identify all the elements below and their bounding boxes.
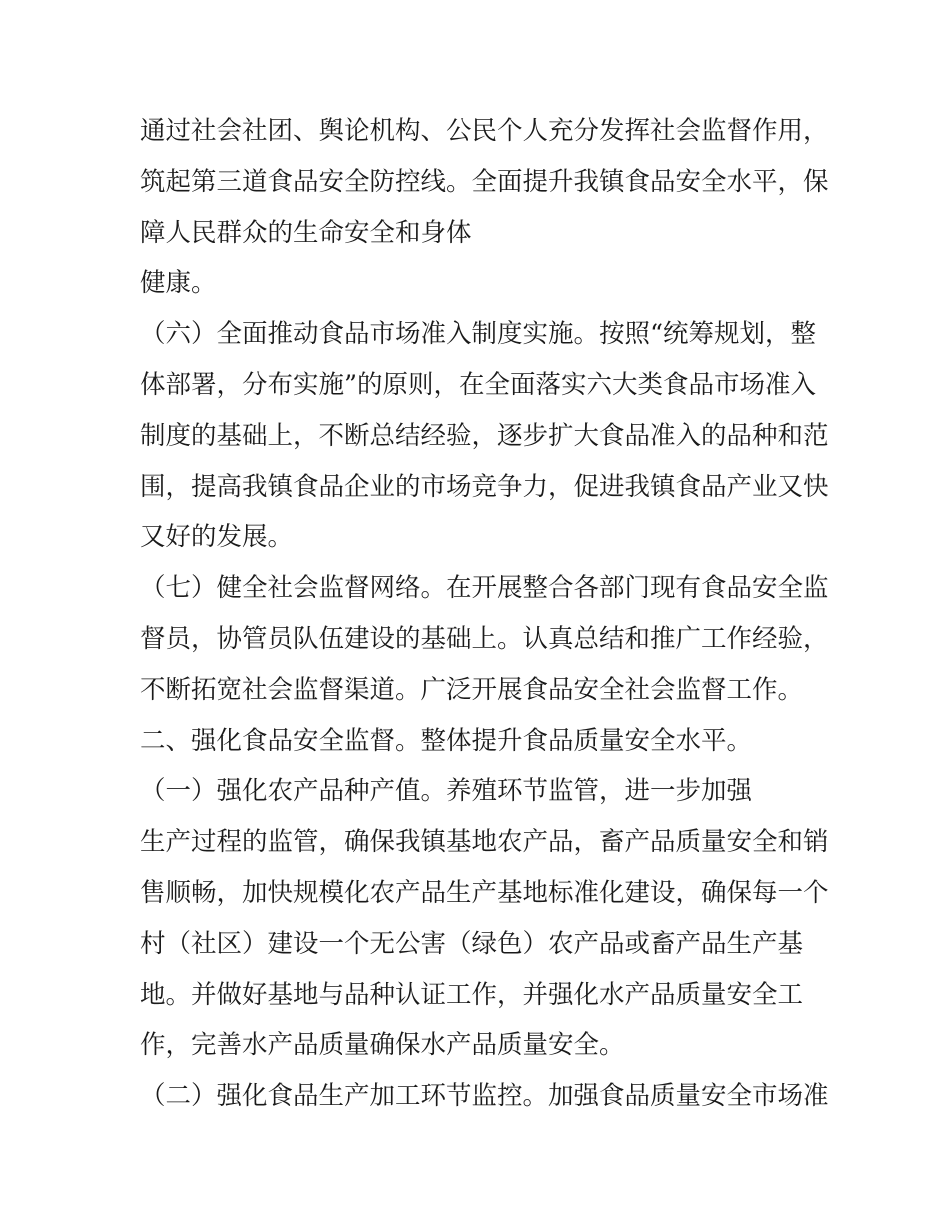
text-line: （二）强化食品生产加工环节监控。加强食品质量安全市场准	[140, 1081, 829, 1112]
text-line: 健康。	[140, 268, 217, 299]
text-line: （七）健全社会监督网络。在开展整合各部门现有食品安全监	[140, 573, 829, 604]
text-line: （一）强化农产品种产值。养殖环节监管，进一步加强	[140, 776, 753, 807]
text-line: 障人民群众的生命安全和身体	[140, 217, 472, 248]
document-body	[140, 106, 829, 1122]
text-line: 又好的发展。	[140, 522, 294, 553]
text-line: 二、强化食品安全监督。整体提升食品质量安全水平。	[140, 725, 753, 756]
text-line: 围，提高我镇食品企业的市场竞争力，促进我镇食品产业又快	[140, 471, 829, 502]
text-line: 售顺畅，加快规模化农产品生产基地标准化建设，确保每一个	[140, 877, 829, 908]
text-line: 体部署，分布实施”的原则，在全面落实六大类食品市场准入	[140, 369, 817, 400]
text-line: 督员，协管员队伍建设的基础上。认真总结和推广工作经验，	[140, 623, 829, 654]
text-line: 作，完善水产品质量确保水产品质量安全。	[140, 1030, 625, 1061]
text-line: 村（社区）建设一个无公害（绿色）农产品或畜产品生产基	[140, 928, 804, 959]
text-line: 不断拓宽社会监督渠道。广泛开展食品安全社会监督工作。	[140, 674, 804, 705]
text-line: 生产过程的监管，确保我镇基地农产品，畜产品质量安全和销	[140, 827, 829, 858]
text-line: 地。并做好基地与品种认证工作，并强化水产品质量安全工	[140, 979, 804, 1010]
text-line: （六）全面推动食品市场准入制度实施。按照“统筹规划，整	[140, 319, 817, 350]
text-line: 筑起第三道食品安全防控线。全面提升我镇食品安全水平，保	[140, 166, 829, 197]
text-line: 通过社会社团、舆论机构、公民个人充分发挥社会监督作用，	[140, 116, 829, 146]
text-line: 制度的基础上，不断总结经验，逐步扩大食品准入的品种和范	[140, 420, 829, 451]
